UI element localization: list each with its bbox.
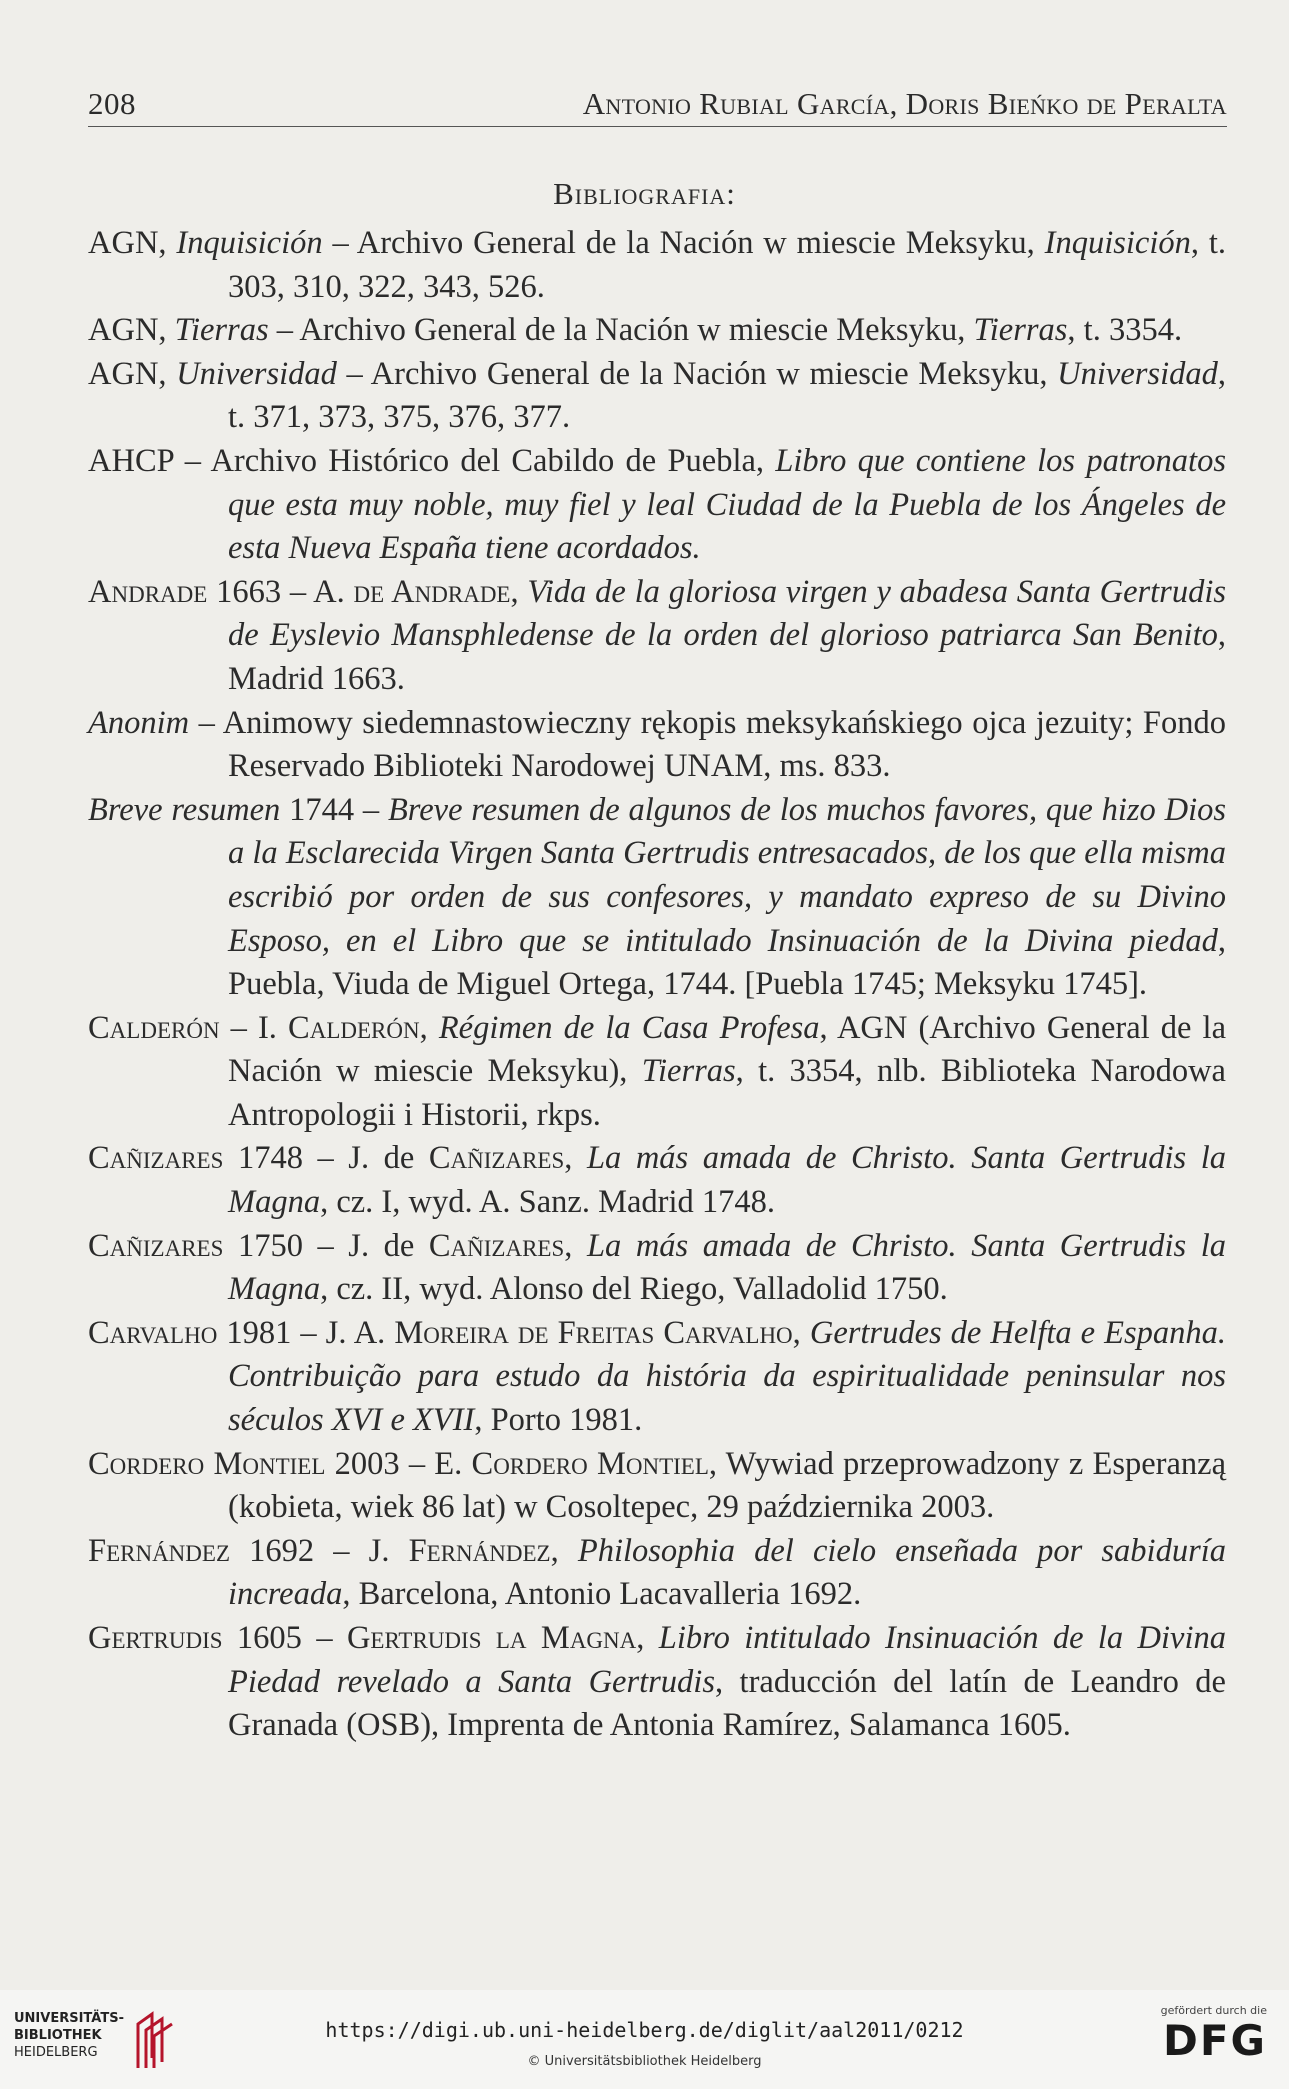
entry-text-segment: Cañizares: [428, 1140, 565, 1177]
entry-text-segment: La más amada de Christo. Santa Gertrudis la Magna: [228, 1140, 1227, 1221]
entry-text-segment: , t. 3354, nlb. Biblioteka Narodowa Antropologii i Historii, rkps.: [228, 1053, 1226, 1133]
entry-text-segment: , Porto 1981.: [474, 1402, 643, 1439]
bibliography-entry: [88, 571, 1226, 702]
library-name-line1: UNIVERSITÄTS-: [14, 2011, 124, 2026]
entry-text-segment: 1981 – J. A.: [217, 1314, 395, 1351]
library-name-line3: HEIDELBERG: [14, 2045, 98, 2060]
entry-text-segment: ,: [636, 1620, 659, 1656]
entry-text-segment: 1692 – J.: [230, 1532, 409, 1569]
entry-text-segment: Moreira de Freitas Carvalho: [394, 1314, 793, 1351]
entry-text-segment: , t. 3354.: [1067, 312, 1183, 349]
entry-text-segment: Calderón: [88, 1009, 220, 1046]
entry-text-segment: Calderón: [288, 1009, 420, 1046]
entry-text-segment: Tierras: [641, 1053, 736, 1090]
entry-text-segment: – Archivo General de la Nación w miescie Meksyku,: [336, 355, 1058, 392]
bibliography-entry: [88, 702, 1226, 789]
entry-text-segment: ,: [419, 1009, 439, 1046]
bibliography-entry: [88, 353, 1226, 440]
entry-text-segment: Fernández: [408, 1532, 551, 1569]
dfg-wordmark: DFG: [1162, 2016, 1267, 2065]
entry-text-segment: Tierras: [174, 312, 269, 349]
entry-text-segment: , AGN (Archivo General de la Nación w miescie Meksyku),: [228, 1009, 1227, 1090]
bibliography-list: [88, 222, 1226, 1748]
entry-text-segment: 1750 – J. de: [223, 1227, 429, 1264]
bibliography-entry: [88, 222, 1226, 309]
entry-text-segment: , cz. II, wyd. Alonso del Riego, Valladolid 1750.: [320, 1271, 948, 1308]
entry-text-segment: , Barcelona, Antonio Lacavalleria 1692.: [342, 1576, 862, 1613]
entry-text-segment: de Andrade: [353, 573, 511, 610]
bibliography-entry: [88, 1137, 1226, 1224]
entry-text-segment: Breve resumen: [88, 791, 281, 828]
entry-text-segment: , Madrid 1663.: [228, 617, 1226, 697]
entry-text-segment: ,: [550, 1532, 578, 1569]
entry-text-segment: ,: [510, 573, 528, 610]
entry-text-segment: AGN,: [88, 355, 177, 392]
bibliography-entry: [88, 789, 1226, 1007]
entry-text-segment: AGN,: [88, 225, 177, 261]
entry-text-segment: , Wywiad przeprowadzony z Esperanzą (kobieta, wiek 86 lat) w Cosoltepec, 29 października 2003.: [228, 1445, 1226, 1526]
running-head-authors: Antonio Rubial García, Doris Bieńko de Peralta: [582, 86, 1227, 121]
entry-text-segment: Andrade: [88, 573, 208, 610]
entry-text-segment: Gertrudis la Magna: [346, 1620, 637, 1656]
bibliography-entry: [88, 1617, 1226, 1748]
entry-text-segment: Gertrudes de Helfta e Espanha. Contribuição para estudo da história da espiritualidade peninsular nos séculos XVI e XVII: [228, 1314, 1227, 1439]
entry-text-segment: – Archivo General de la Nación w miescie Meksyku,: [322, 225, 1045, 261]
entry-text-segment: AGN,: [88, 312, 175, 349]
bibliography-entry: [88, 1443, 1226, 1530]
bibliography-entry: [88, 1530, 1226, 1617]
entry-text-segment: ,: [564, 1140, 587, 1177]
entry-text-segment: Philosophia del cielo enseñada por sabiduría increada: [228, 1532, 1227, 1613]
entry-text-segment: 1744 –: [280, 791, 388, 828]
dfg-logo[interactable]: [1147, 2004, 1267, 2065]
entry-text-segment: Cañizares: [428, 1227, 565, 1264]
bibliography-entry: [88, 1312, 1226, 1443]
entry-text-segment: 2003 – E.: [325, 1445, 472, 1482]
entry-text-segment: Breve resumen de algunos de los muchos favores, que hizo Dios a la Esclarecida Virgen Santa Gertrudis entresacados, de los que ella misma escribió por orden de sus confesores, y mandato expreso de su Divino Esposo, en el Libro que se intitulado Insinuación de la Divina piedad: [228, 791, 1226, 959]
entry-text-segment: , t. 371, 373, 375, 376, 377.: [228, 355, 1226, 436]
entry-text-segment: Anonim: [88, 704, 190, 741]
entry-text-segment: ,: [792, 1314, 810, 1351]
bibliography-entry: [88, 440, 1226, 571]
entry-text-segment: Fernández: [88, 1532, 231, 1569]
entry-text-segment: – Animowy siedemnastowieczny rękopis meksykańskiego ojca jezuity; Fondo Reservado Biblioteki Narodowej UNAM, ms. 833.: [189, 704, 1226, 785]
entry-text-segment: Cañizares: [88, 1140, 224, 1177]
bibliography-entry: [88, 1225, 1226, 1312]
bibliography-entry: [88, 1007, 1226, 1138]
running-header: [88, 70, 1227, 127]
entry-text-segment: , cz. I, wyd. A. Sanz. Madrid 1748.: [320, 1184, 775, 1221]
footer-bar: [0, 1990, 1289, 2089]
entry-text-segment: – I.: [219, 1009, 289, 1046]
entry-text-segment: 1663 – A.: [207, 573, 354, 610]
entry-text-segment: Cañizares: [88, 1227, 224, 1264]
library-name-line2: BIBLIOTHEK: [14, 2028, 102, 2043]
entry-text-segment: , Puebla, Viuda de Miguel Ortega, 1744. [Puebla 1745; Meksyku 1745].: [228, 922, 1226, 1003]
entry-text-segment: 1748 – J. de: [223, 1140, 429, 1177]
entry-text-segment: ,: [564, 1227, 587, 1264]
page-number: 208: [88, 86, 136, 121]
entry-text-segment: Carvalho: [88, 1314, 218, 1351]
entry-text-segment: Tierras: [973, 312, 1068, 349]
citation-url[interactable]: https://digi.ub.uni-heidelberg.de/diglit/aal2011/0212: [325, 2018, 964, 2042]
bibliography-entry: [88, 309, 1226, 353]
section-title: Bibliografia:: [553, 176, 736, 211]
entry-text-segment: , t. 303, 310, 322, 343, 526.: [228, 225, 1226, 305]
entry-text-segment: Vida de la gloriosa virgen y abadesa Santa Gertrudis de Eyslevio Mansphledense de la orden del glorioso patriarca San Benito: [228, 573, 1227, 654]
dfg-tagline: gefördert durch die: [1160, 2004, 1267, 2017]
entry-text-segment: , traducción del latín de Leandro de Granada (OSB), Imprenta de Antonia Ramírez, Salamanca 1605.: [228, 1663, 1226, 1744]
entry-text-segment: La más amada de Christo. Santa Gertrudis la Magna: [228, 1227, 1227, 1308]
entry-text-segment: Universidad: [1057, 355, 1218, 392]
entry-text-segment: – Archivo General de la Nación w miescie Meksyku,: [268, 312, 974, 349]
entry-text-segment: Universidad: [176, 355, 337, 392]
entry-text-segment: Inquisición: [176, 225, 323, 261]
entry-text-segment: Libro intitulado Insinuación de la Divina Piedad revelado a Santa Gertrudis: [228, 1620, 1227, 1700]
entry-text-segment: Régimen de la Casa Profesa: [438, 1009, 820, 1046]
entry-text-segment: Cordero Montiel: [471, 1445, 709, 1482]
entry-text-segment: Libro que contiene los patronatos que esta muy noble, muy fiel y leal Ciudad de la Puebla de los Ángeles de esta Nueva España tiene acordados.: [228, 442, 1226, 567]
entry-text-segment: Cordero Montiel: [88, 1445, 326, 1482]
entry-text-segment: AHCP – Archivo Histórico del Cabildo de Puebla,: [88, 442, 776, 479]
entry-text-segment: Inquisición: [1044, 225, 1191, 261]
copyright-notice: © Universitätsbibliothek Heidelberg: [527, 2054, 762, 2069]
entry-text-segment: Gertrudis: [88, 1620, 223, 1656]
entry-text-segment: 1605 –: [222, 1620, 347, 1656]
